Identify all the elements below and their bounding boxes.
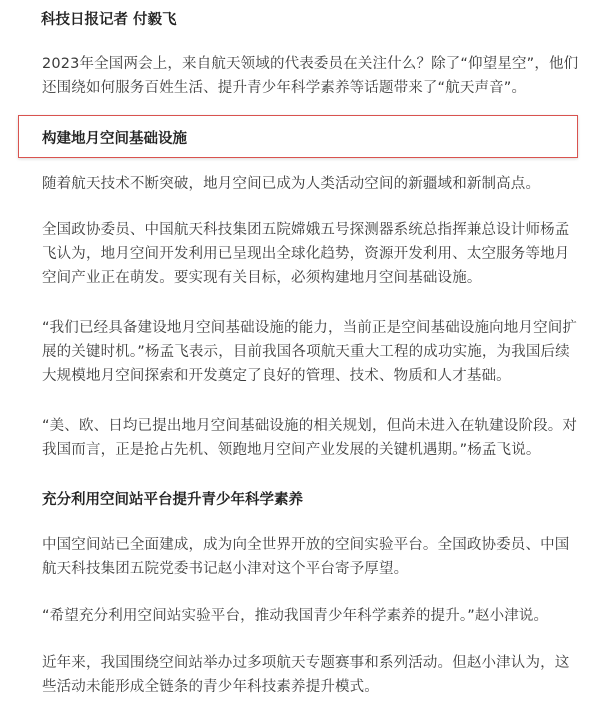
paragraph-line: 航天科技集团五院党委书记赵小津对这个平台寄予厚望。 xyxy=(42,561,409,577)
paragraph xyxy=(42,414,578,462)
paragraph xyxy=(42,172,572,196)
paragraph-line: “希望充分利用空间站实验平台，推动我国青少年科学素养的提升。”赵小津说。 xyxy=(42,608,549,624)
paragraph-line: 大规模地月空间探索和开发奠定了良好的管理、技术、物质和人才基础。 xyxy=(42,368,511,384)
paragraph-line: 随着航天技术不断突破，地月空间已成为人类活动空间的新疆域和新制高点。 xyxy=(42,176,541,192)
byline: 科技日报记者 付毅飞 xyxy=(41,12,177,28)
paragraph-line: 全国政协委员、中国航天科技集团五院嫦娥五号探测器系统总指挥兼总设计师杨孟 xyxy=(42,222,570,238)
paragraph-line: 还围绕如何服务百姓生活、提升青少年科学素养等话题带来了“航天声音”。 xyxy=(42,80,527,96)
section-heading-space-station: 充分利用空间站平台提升青少年科学素养 xyxy=(42,492,303,508)
paragraph-line: 中国空间站已全面建成，成为向全世界开放的空间实验平台。全国政协委员、中国 xyxy=(42,537,570,553)
paragraph-line: “我们已经具备建设地月空间基础设施的能力，当前正是空间基础设施向地月空间扩 xyxy=(42,320,578,336)
paragraph xyxy=(42,533,572,581)
paragraph xyxy=(42,218,572,290)
paragraph-line: “美、欧、日均已提出地月空间基础设施的相关规划，但尚未进入在轨建设阶段。对 xyxy=(42,418,578,434)
paragraph-line: 空间产业正在萌发。要实现有关目标，必须构建地月空间基础设施。 xyxy=(42,270,482,286)
paragraph-line: 近年来，我国围绕空间站举办过多项航天专题赛事和系列活动。但赵小津认为，这 xyxy=(42,655,570,671)
highlighted-section-heading[interactable] xyxy=(18,115,578,158)
paragraph-line: 我国而言，正是抢占先机、领跑地月空间产业发展的关键机遇期。”杨孟飞说。 xyxy=(42,442,541,458)
paragraph-line: 飞认为，地月空间开发利用已呈现出全球化趋势，资源开发利用、太空服务等地月 xyxy=(42,246,570,262)
paragraph xyxy=(42,651,572,699)
paragraph-line: 展的关键时机。”杨孟飞表示，目前我国各项航天重大工程的成功实施，为我国后续 xyxy=(42,344,570,360)
paragraph-line: 2023年全国两会上，来自航天领域的代表委员在关注什么？除了“仰望星空”，他们 xyxy=(42,56,579,72)
paragraph-line: 些活动未能形成全链条的青少年科技素养提升模式。 xyxy=(42,679,379,695)
paragraph xyxy=(42,316,578,388)
section-heading-infrastructure: 构建地月空间基础设施 xyxy=(42,131,187,147)
paragraph xyxy=(42,604,572,628)
intro-paragraph xyxy=(42,52,579,100)
